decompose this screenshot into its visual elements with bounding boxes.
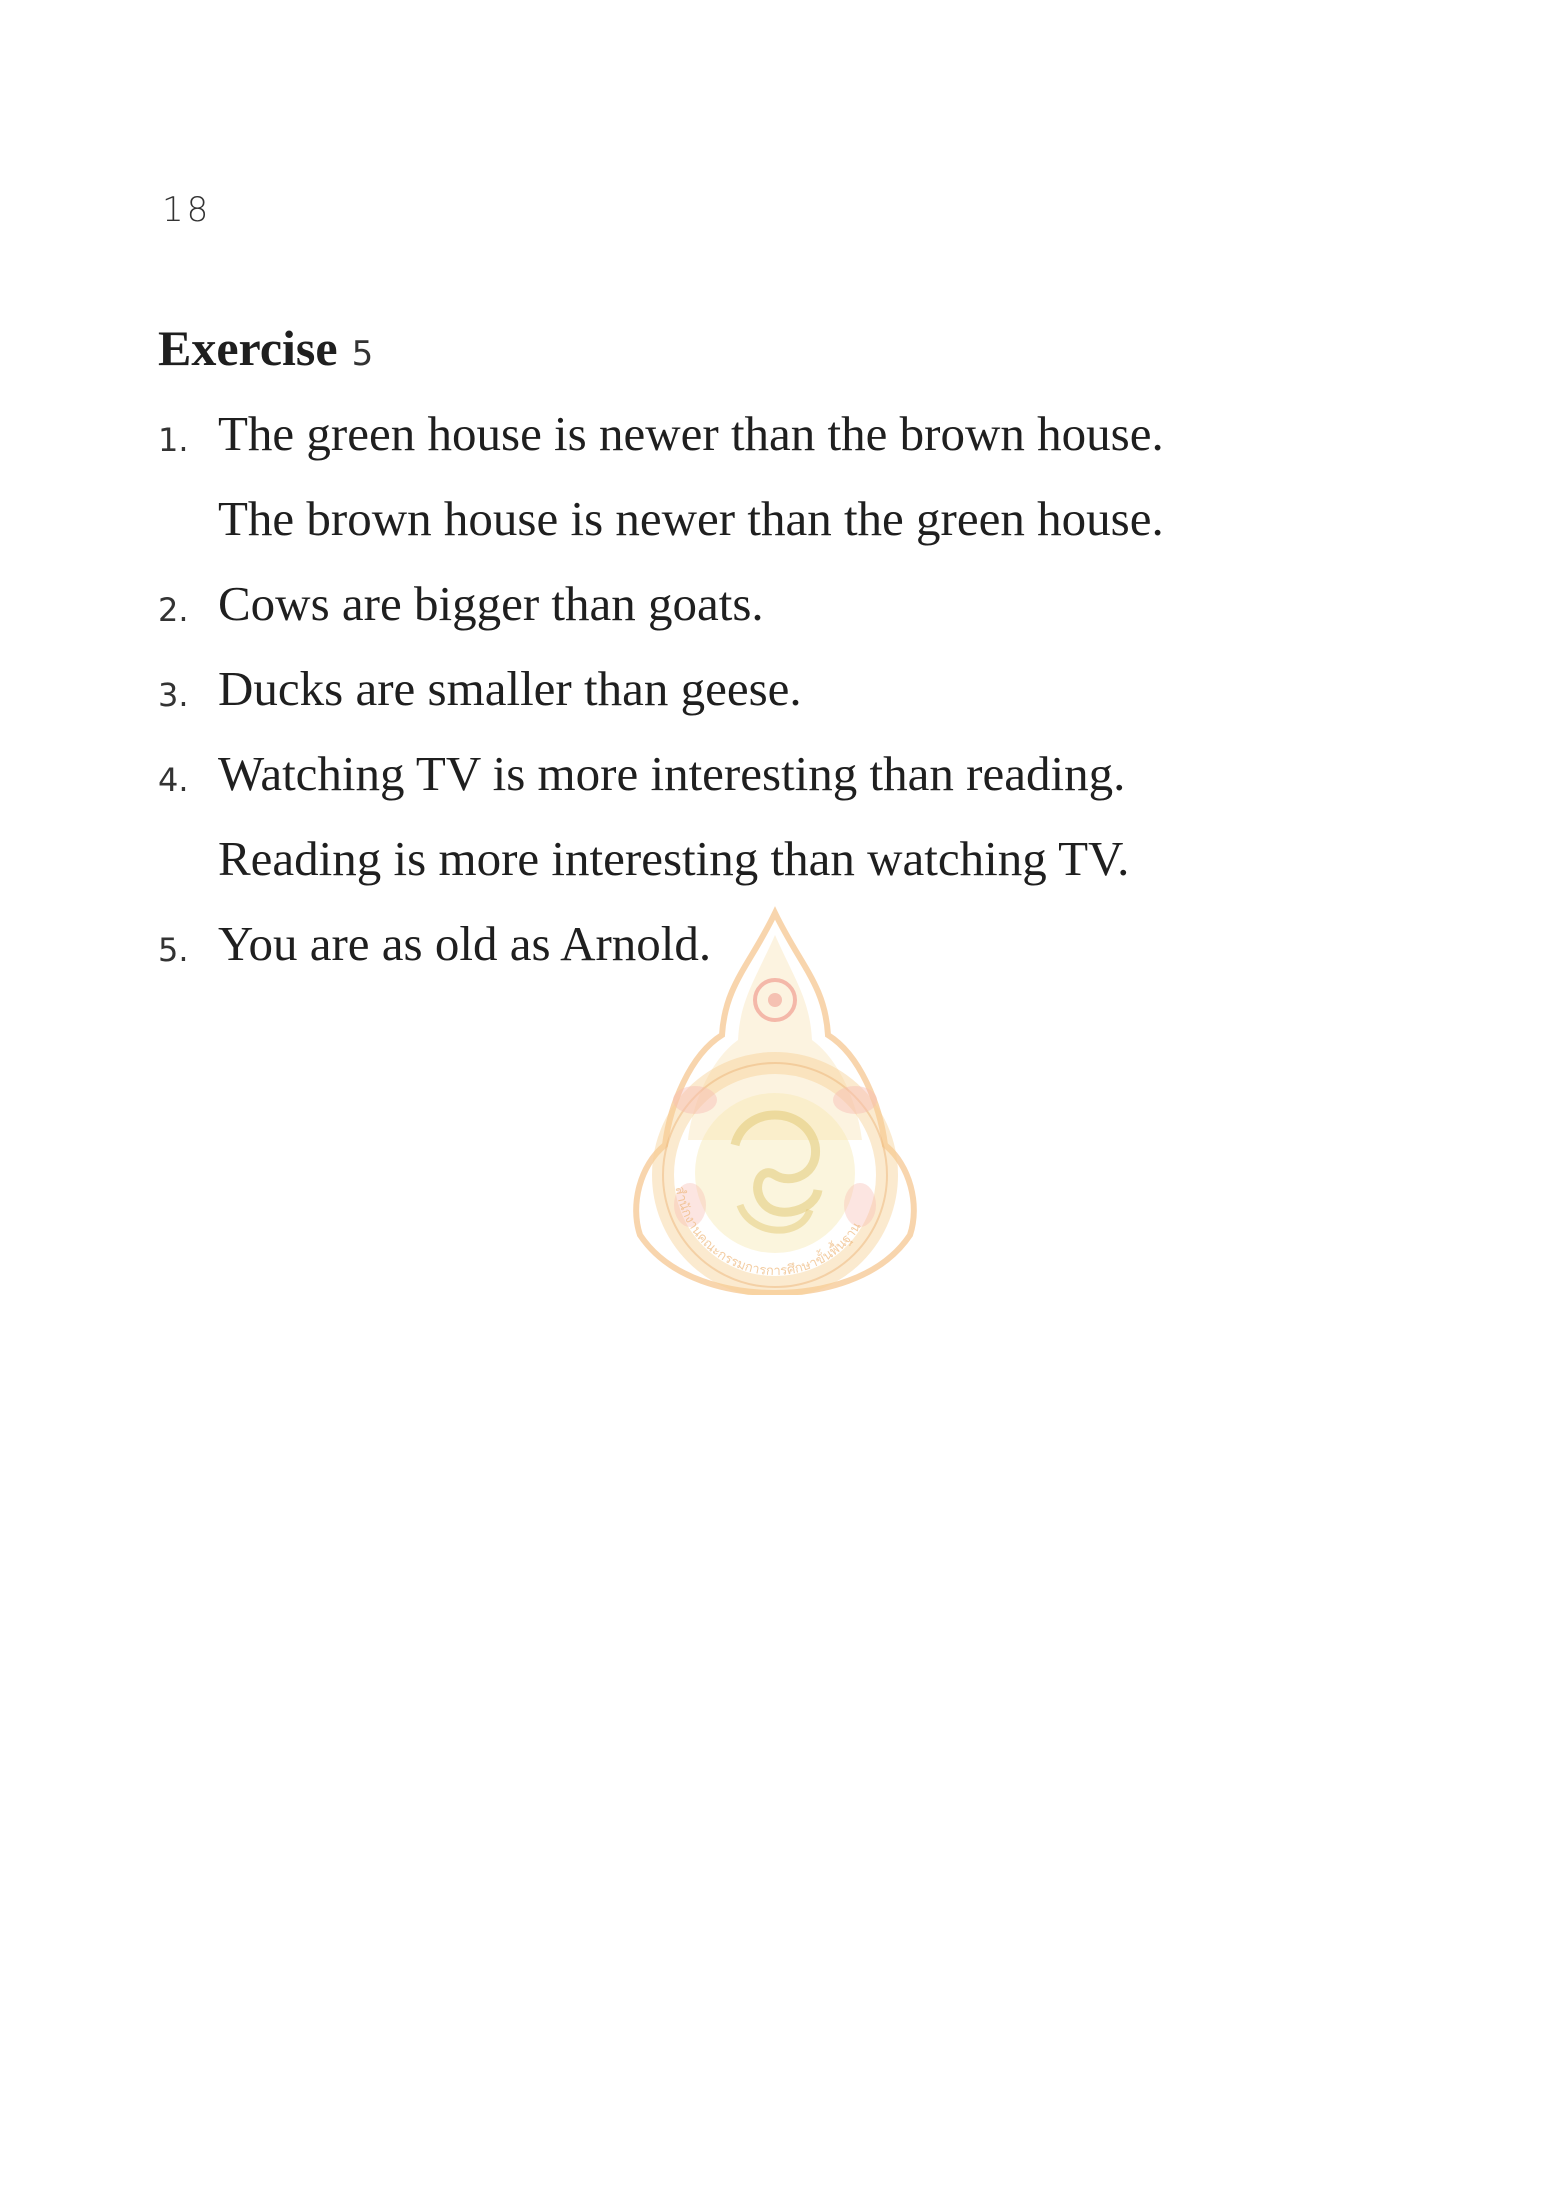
item-text: Ducks are smaller than geese.: [218, 661, 802, 716]
item-text: Cows are bigger than goats.: [218, 576, 764, 631]
item-marker: 5.: [158, 931, 189, 969]
item-marker: 1.: [158, 421, 189, 459]
list-item-continuation: [218, 829, 1129, 889]
item-text: You are as old as Arnold.: [218, 916, 712, 971]
item-text: The brown house is newer than the green house.: [218, 491, 1164, 546]
item-text: Reading is more interesting than watching TV.: [218, 831, 1130, 886]
exercise-title: Exercise: [158, 320, 338, 376]
item-text: Watching TV is more interesting than reading.: [218, 746, 1126, 801]
exercise-heading: [158, 318, 373, 384]
list-item: [158, 574, 764, 634]
seal-text: สำนักงานคณะกรรมการการศึกษาขั้นพื้นฐาน: [671, 1185, 865, 1280]
seal-watermark-icon: [630, 905, 920, 1295]
list-item: [158, 659, 802, 719]
item-marker: 3.: [158, 676, 189, 714]
page-number: 18: [162, 190, 212, 230]
item-text: The green house is newer than the brown house.: [218, 406, 1164, 461]
item-marker: 4.: [158, 761, 189, 799]
item-marker: 2.: [158, 591, 189, 629]
list-item: [158, 744, 1126, 804]
exercise-number: 5: [351, 334, 374, 374]
list-item-continuation: [218, 489, 1164, 549]
list-item: [158, 404, 1164, 464]
